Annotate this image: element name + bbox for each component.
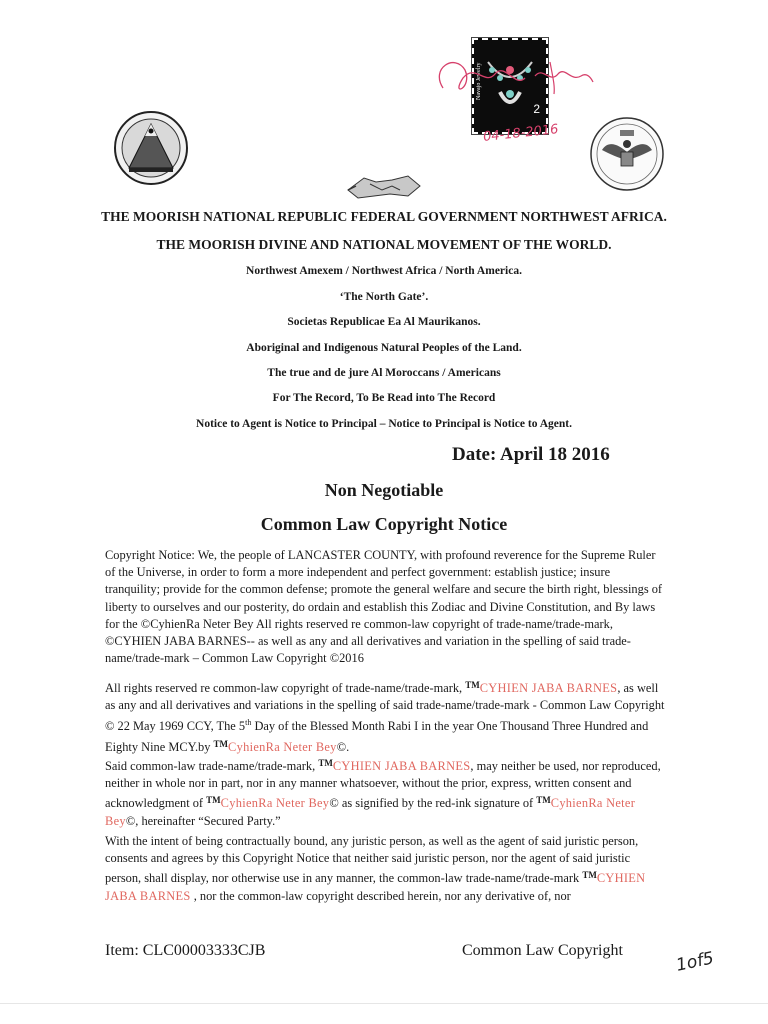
header-line-8: For The Record, To Be Read into The Record: [272, 392, 496, 404]
secured-party-name: CyhienRa Neter Bey: [228, 739, 337, 754]
header-line-4: ‘The North Gate’.: [339, 291, 429, 303]
paragraph-rights-reserved: All rights reserved re common-law copyright of trade-name/trade-mark, ™CYHIEN JABA BARNES, as well as any and all derivatives and variations in the spelling of said trade-name/trade-mark - Common Law Copyright © 22 May 1969 CCY, The 5th Day of the Blessed Month Rabi I in the year One Thousand Three Hundred and Eighty Nine MCY.by ™CyhienRa Neter Bey©.: [105, 680, 665, 754]
secured-party-name: CyhienRa Neter Bey: [220, 796, 330, 811]
handshake-icon: [346, 172, 422, 200]
right-seal-eagle: [586, 116, 668, 192]
header-line-9: Notice to Agent is Notice to Principal – Notice to Principal is Notice to Agent.: [196, 418, 572, 430]
header-line-6: Aboriginal and Indigenous Natural Peoples of the Land.: [246, 342, 522, 354]
title-copyright-notice: Common Law Copyright Notice: [260, 514, 508, 534]
bottom-divider: [0, 1003, 768, 1004]
trade-name: CYHIEN JABA BARNES: [332, 759, 471, 773]
paragraph-usage-restriction: Said common-law trade-name/trade-mark, ™CYHIEN JABA BARNES, may neither be used, nor reproduced, neither in whole nor in part, nor in any manner whatsoever, without the prior, express, written consent and acknowledgment of ™CyhienRa Neter Bey© as signified by the red-ink signature of ™CyhienRa Neter Bey©, hereinafter “Secured Party.”: [105, 758, 661, 828]
left-seal-emblem: [110, 110, 192, 186]
trade-name: CYHIEN JABA BARNES: [105, 871, 646, 903]
footer-item-id: Item: CLC00003333CJB: [105, 942, 266, 959]
header-line-3: Northwest Amexem / Northwest Africa / North America.: [246, 265, 522, 277]
title-non-negotiable: Non Negotiable: [324, 480, 444, 500]
header-line-2: THE MOORISH DIVINE AND NATIONAL MOVEMENT OF THE WORLD.: [156, 237, 612, 252]
document-date: Date: April 18 2016: [452, 444, 610, 465]
header-line-7: The true and de jure Al Moroccans / Americans: [267, 367, 501, 379]
paragraph-contract-intent: With the intent of being contractually bound, any juristic person, as well as the agent of said juristic person, consents and agrees by this Copyright Notice that neither said juristic person, nor the agent of said juristic person, shall display, nor otherwise use in any manner, the common-law trade-name/trade-mark ™CYHIEN JABA BARNES , nor the common-law copyright described herein, nor any derivative of, nor: [105, 834, 646, 903]
stamp-value: 2: [533, 102, 540, 116]
red-ink-signature: [425, 48, 595, 108]
header-line-5: Societas Republicae Ea Al Maurikanos.: [287, 316, 481, 328]
stamp-label: Navajo Jewelry: [476, 62, 482, 100]
paragraph-copyright-notice: Copyright Notice: We, the people of LANCASTER COUNTY, with profound reverence for the Supreme Ruler of the Universe, in order to form a more independent and perfect government: establish justice; insure tranquility; provide for the common defense; promote the general welfare and secure the birth right, blessings of liberty to ourselves and our posterity, do ordain and establish this Zodiac and Divine Constitution, and By laws for the ©CyhienRa Neter Bey All rights reserved re common-law copyright of trade-name/trade-mark, ©CYHIEN JABA BARNES-- as well as any and all derivatives and variation in the spelling of said trade-name/trade-mark – Common Law Copyright ©2016: [105, 548, 663, 666]
handwritten-date: 04-18-2016: [482, 122, 560, 145]
secured-party-name: CyhienRa Neter Bey: [105, 796, 636, 828]
header-line-1: THE MOORISH NATIONAL REPUBLIC FEDERAL GOVERNMENT NORTHWEST AFRICA.: [101, 209, 667, 224]
page-number-handwritten: 1of5: [674, 948, 716, 976]
footer-label: Common Law Copyright: [462, 942, 623, 959]
trade-name: CYHIEN JABA BARNES: [479, 681, 618, 695]
